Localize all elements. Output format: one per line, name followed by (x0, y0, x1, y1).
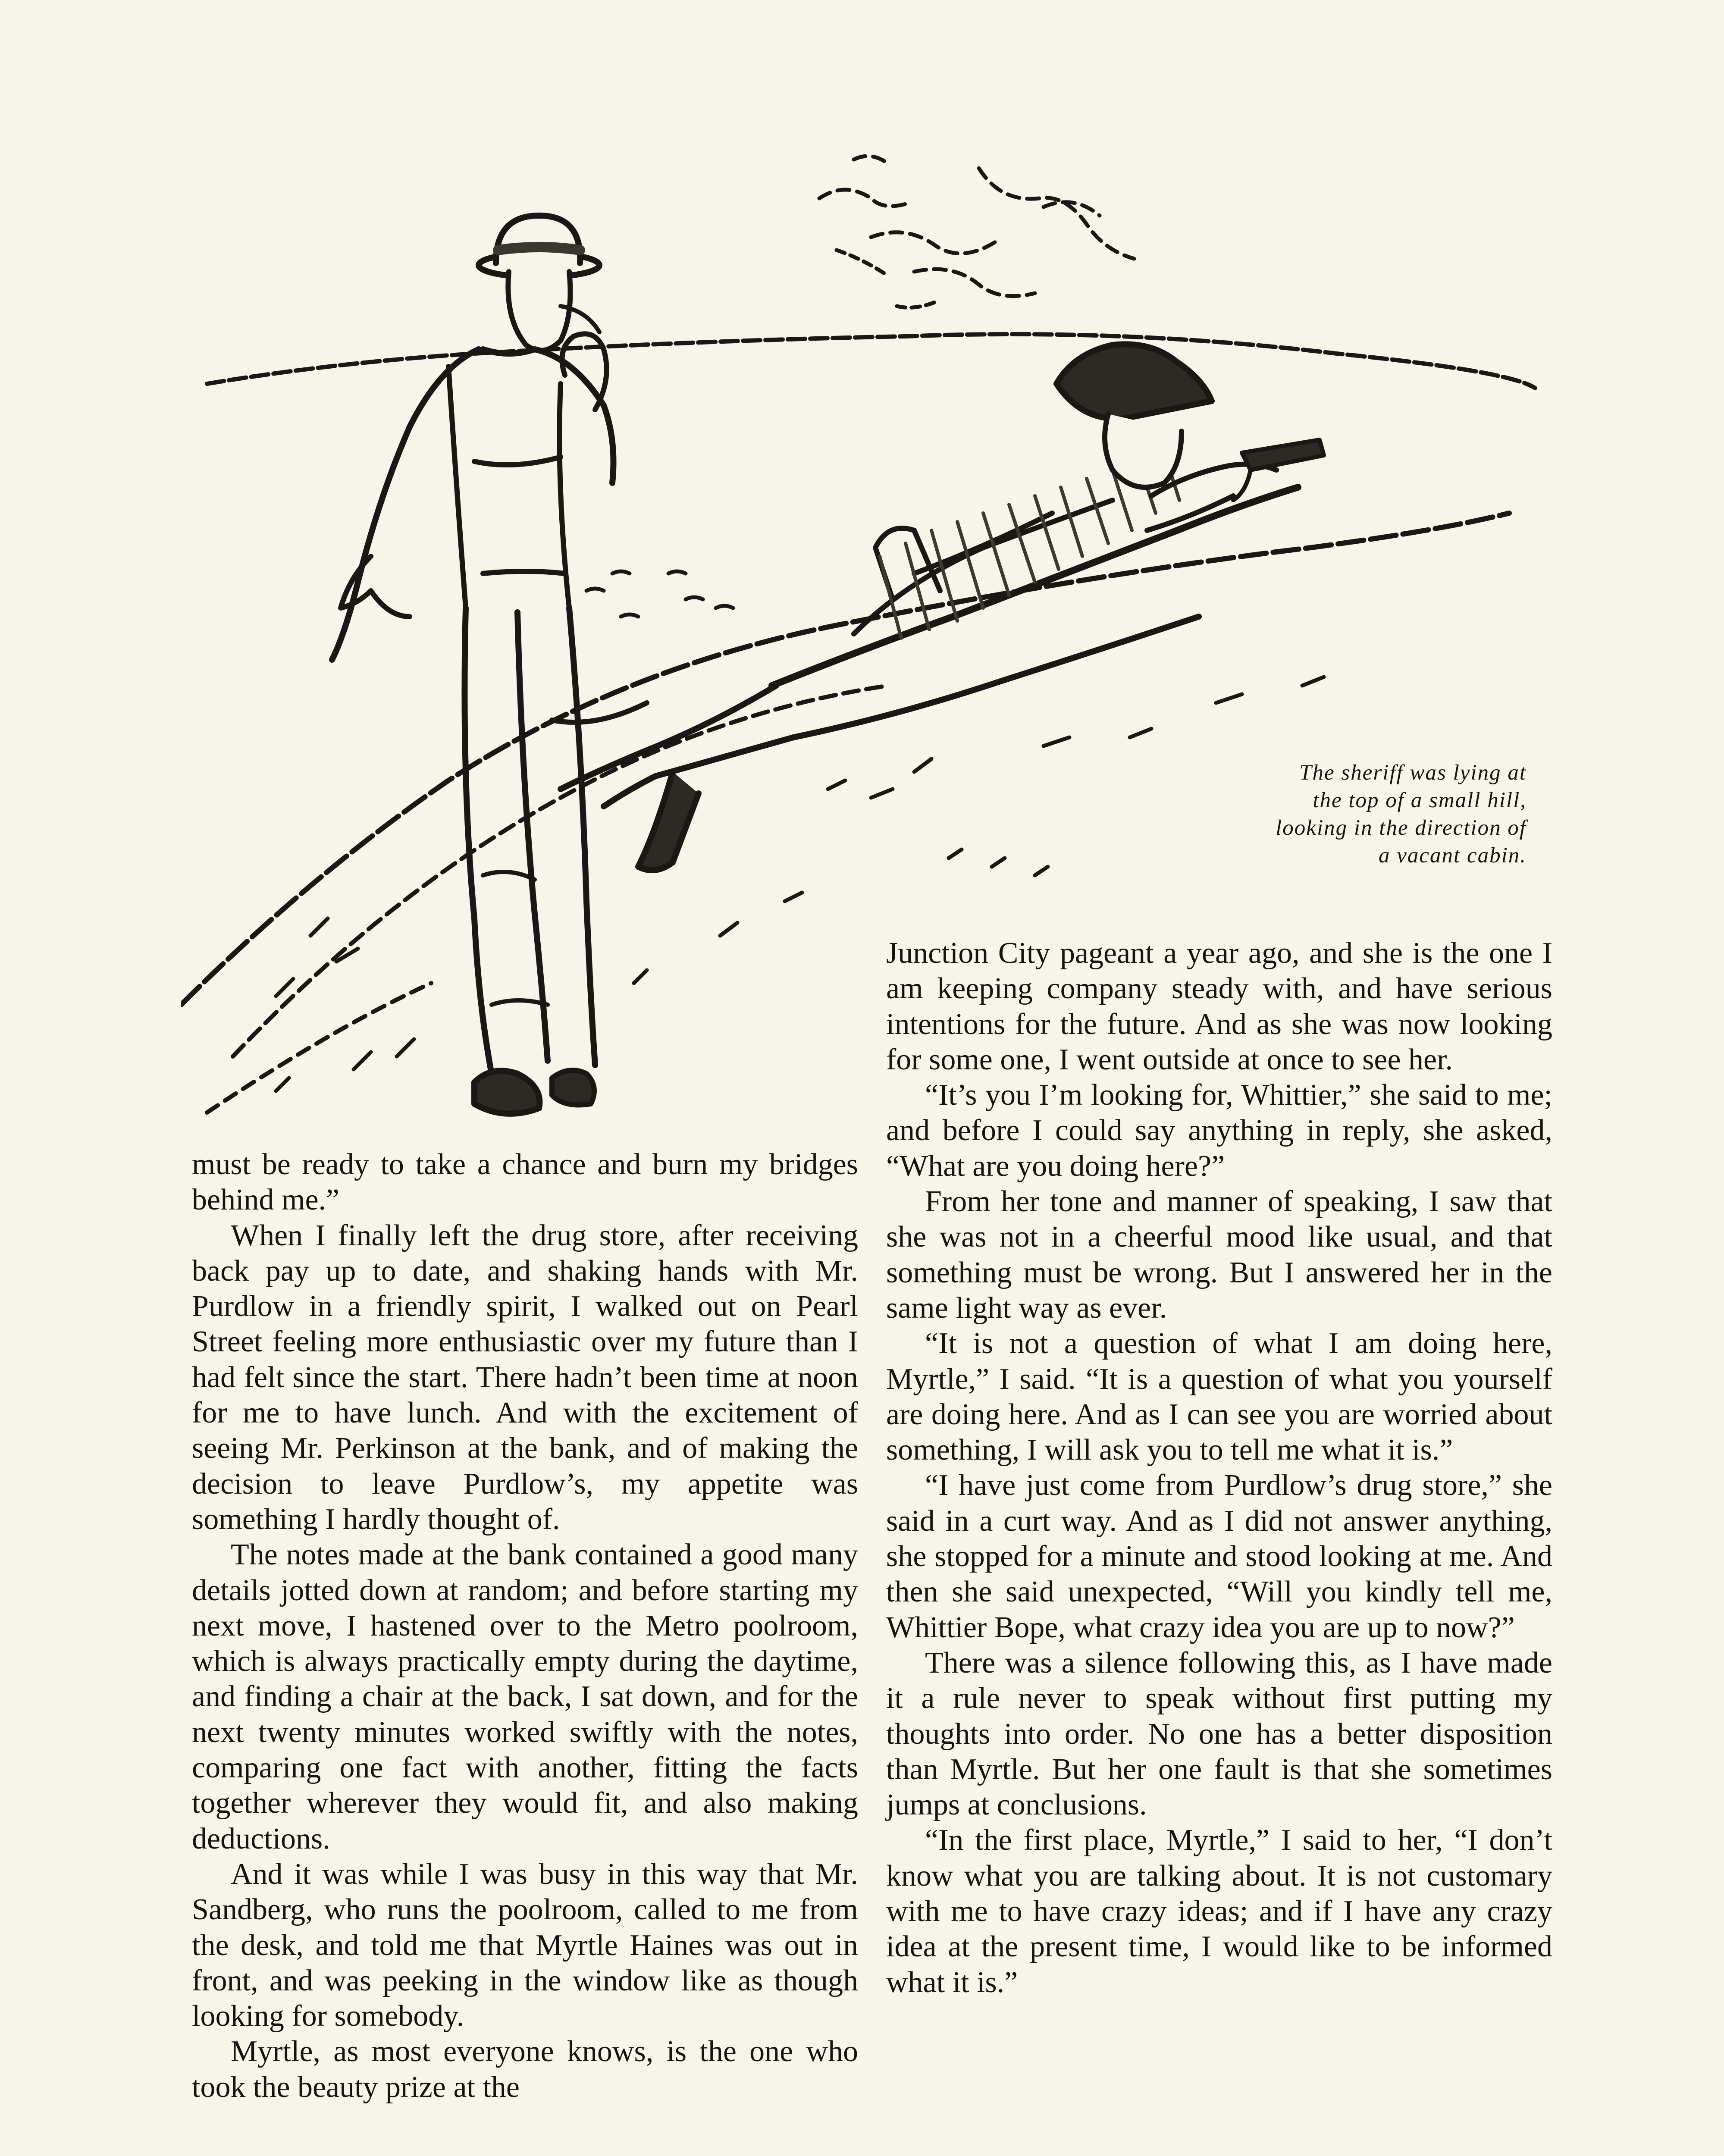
paragraph: “It’s you I’m looking for, Whittier,” she said to me; and before I could say anything in reply, she asked, “What are you doing here?” (886, 1078, 1552, 1183)
paragraph: Myrtle, as most everyone knows, is the one who took the beauty prize at the (192, 2035, 858, 2104)
paragraph: And it was while I was busy in this way that Mr. Sandberg, who runs the poolroom, called to me from the desk, and told me that Myrtle Haines was out in front, and was peeking in the window like as though looking for somebody. (192, 1857, 858, 2033)
illustration-caption (1138, 759, 1527, 869)
paragraph: The notes made at the bank contained a good many details jotted down at random; and before starting my next move, I hastened over to the Metro poolroom, which is always practically empty during the daytime, and finding a chair at the back, I sat down, and for the next twenty minutes worked swiftly with the notes, comparing one fact with another, fitting the facts together wherever they would fit, and also making deductions. (192, 1538, 858, 1855)
left-text-column (192, 1147, 858, 2105)
right-text-column (886, 936, 1552, 2000)
caption-line: The sheriff was lying at (1299, 761, 1527, 785)
paragraph: When I finally left the drug store, after receiving back pay up to date, and shaking hands with Mr. Purdlow in a friendly spirit, I walked out on Pearl Street feeling more enthusiastic over my future than I had felt since the start. There hadn’t been time at noon for me to have lunch. And with the excitement of seeing Mr. Perkinson at the bank, and of making the decision to leave Purdlow’s, my appetite was something I hardly thought of. (192, 1219, 858, 1536)
caption-line: the top of a small hill, (1313, 788, 1527, 812)
paragraph: There was a silence following this, as I have made it a rule never to speak without first putting my thoughts into order. No one has a better disposition than Myrtle. But her one fault is that she sometimes jumps at conclusions. (886, 1646, 1552, 1822)
caption-line: a vacant cabin. (1379, 843, 1527, 868)
paragraph: From her tone and manner of speaking, I saw that she was not in a cheerful mood like usual, and that something must be wrong. But I answered her in the same light way as ever. (886, 1185, 1552, 1325)
paragraph: Junction City pageant a year ago, and she is the one I am keeping company steady with, and have serious intentions for the future. And as she was now looking for some one, I went outside at once to see her. (886, 937, 1552, 1076)
paragraph: “I have just come from Purdlow’s drug store,” she said in a curt way. And as I did not answer anything, she stopped for a minute and stood looking at me. And then she said unexpected, “Will you kindly tell me, Whittier Bope, what crazy idea you are up to now?” (886, 1469, 1552, 1644)
caption-line: looking in the direction of (1276, 816, 1527, 840)
paragraph: “It is not a question of what I am doing here, Myrtle,” I said. “It is a question of what you yourself are doing here. And as I can see you are worried about something, I will ask you to tell me what it is.” (886, 1327, 1552, 1467)
paragraph: must be ready to take a chance and burn my bridges behind me.” (192, 1148, 858, 1217)
paragraph: “In the first place, Myrtle,” I said to her, “I don’t know what you are talking about. It is not customary with me to have crazy ideas; and if I have any crazy idea at the present time, I would like to be informed what it is.” (886, 1824, 1552, 1999)
